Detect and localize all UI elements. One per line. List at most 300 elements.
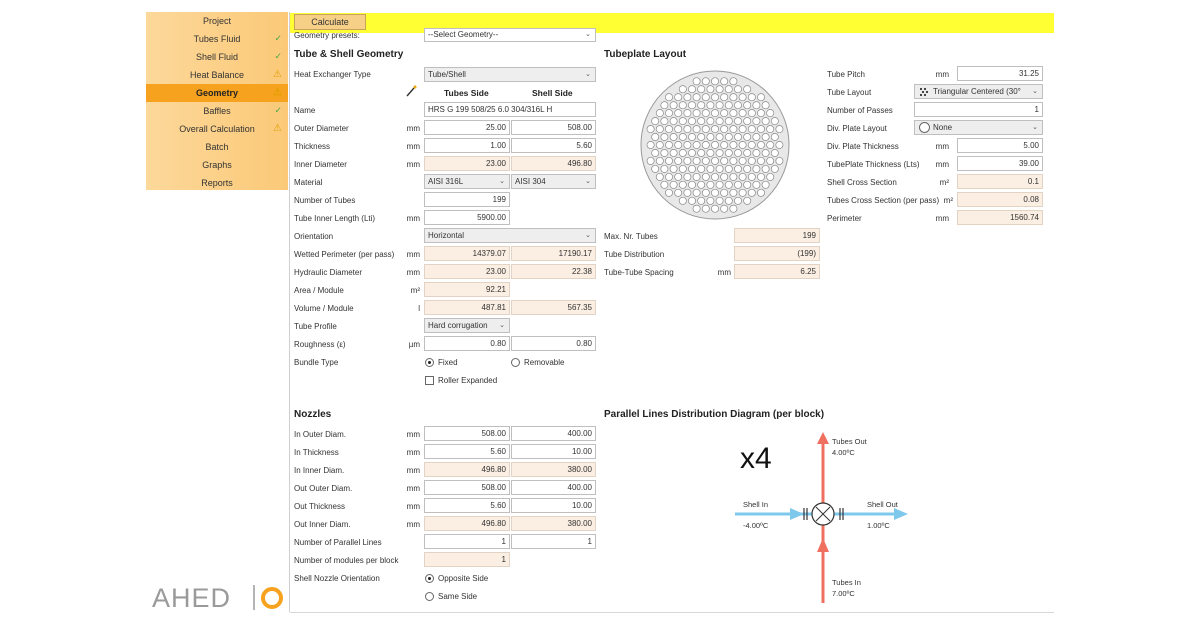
tube-inner-length-field[interactable]: 5900.00 (424, 210, 510, 225)
tube-hole (702, 110, 709, 117)
same-side-label: Same Side (438, 592, 478, 601)
tube-hole (721, 78, 728, 85)
bundle-fixed-radio[interactable] (425, 358, 434, 367)
tube-hole (753, 133, 760, 140)
sidebar-divider (289, 12, 290, 612)
calculate-button[interactable]: Calculate (294, 14, 366, 30)
tube-hole (665, 173, 672, 180)
tube-hole (725, 118, 732, 125)
tube-hole (725, 133, 732, 140)
inner-diameter-tube-field: 23.00 (424, 156, 510, 171)
number-of-passes-field[interactable]: 1 (914, 102, 1043, 117)
ahed-logo (152, 582, 292, 612)
in-inner-diam-label: In Inner Diam. (294, 466, 345, 475)
tube-hole (748, 141, 755, 148)
tube-hole (684, 141, 691, 148)
tube-hole (744, 149, 751, 156)
tube-hole (688, 86, 695, 93)
tube-hole (711, 189, 718, 196)
out-outer-diam-shell-field[interactable]: 400.00 (511, 480, 596, 495)
tube-hole (702, 173, 709, 180)
tube-hole (753, 149, 760, 156)
sidebar-nav (146, 12, 288, 190)
tube-hole (702, 126, 709, 133)
tubes-cross-section-field: 0.08 (957, 192, 1043, 207)
unit-label: mm (935, 160, 949, 169)
unit-label: mm (935, 214, 949, 223)
in-thickness-shell-field[interactable]: 10.00 (511, 444, 596, 459)
tube-hole (767, 157, 774, 164)
tube-hole (748, 126, 755, 133)
tube-distribution-field: (199) (734, 246, 820, 261)
material-tube-select[interactable] (424, 174, 510, 189)
tube-hole (698, 133, 705, 140)
max-nr-tubes-label: Max. Nr. Tubes (604, 232, 658, 241)
out-outer-diam-tube-field[interactable]: 508.00 (424, 480, 510, 495)
unit-label: mm (406, 142, 420, 151)
toolbar (290, 13, 1054, 33)
tube-hole (693, 78, 700, 85)
unit-label: mm (406, 160, 420, 169)
select-value: Horizontal (428, 231, 465, 240)
sidebar-item-overall-calculation[interactable] (146, 120, 288, 138)
parallel-lines-shell-field[interactable]: 1 (511, 534, 596, 549)
tube-hole (688, 102, 695, 109)
thickness-shell-field[interactable]: 5.60 (511, 138, 596, 153)
number-of-tubes-field[interactable]: 199 (424, 192, 510, 207)
in-outer-diam-label: In Outer Diam. (294, 430, 347, 439)
opposite-side-radio[interactable] (425, 574, 434, 583)
unit-label: µm (408, 340, 420, 349)
chevron-down-icon: ⌄ (585, 178, 591, 185)
tube-hole (698, 197, 705, 204)
tube-hole (721, 94, 728, 101)
tube-hole (776, 157, 783, 164)
sidebar-item-label: Baffles (203, 106, 231, 116)
tube-hole (661, 133, 668, 140)
shell-cross-section-field: 0.1 (957, 174, 1043, 189)
bundle-removable-label: Removable (524, 358, 565, 367)
tube-hole (716, 86, 723, 93)
unit-label: mm (406, 520, 420, 529)
tubeplate-thickness-field[interactable]: 39.00 (957, 156, 1043, 171)
unit-label: m² (410, 286, 420, 295)
tubes-in-temp: 7.00ºC (832, 589, 855, 598)
tube-hole (684, 173, 691, 180)
tube-hole (688, 149, 695, 156)
sidebar-item-label: Tubes Fluid (193, 34, 241, 44)
in-thickness-tube-field[interactable]: 5.60 (424, 444, 510, 459)
outer-diameter-shell-field[interactable]: 508.00 (511, 120, 596, 135)
sidebar-item-label: Overall Calculation (179, 124, 255, 134)
tube-hole (767, 126, 774, 133)
tube-hole (679, 86, 686, 93)
in-outer-diam-shell-field[interactable]: 400.00 (511, 426, 596, 441)
perimeter-field: 1560.74 (957, 210, 1043, 225)
tube-hole (665, 94, 672, 101)
tube-hole (707, 149, 714, 156)
out-thickness-label: Out Thickness (294, 502, 345, 511)
section-title-tubeplate: Tubeplate Layout (604, 49, 687, 60)
tube-hole (744, 133, 751, 140)
logo-text: AHED (152, 583, 232, 612)
tube-hole (679, 181, 686, 188)
modules-per-block-label: Number of modules per block (294, 556, 399, 565)
tube-hole (730, 126, 737, 133)
tube-hole (748, 110, 755, 117)
tube-hole (661, 181, 668, 188)
div-plate-layout-select[interactable] (914, 120, 1043, 135)
tube-hole (744, 118, 751, 125)
chevron-down-icon: ⌄ (1032, 124, 1038, 131)
tube-hole (665, 110, 672, 117)
heat-exchanger-type-select[interactable] (424, 67, 596, 82)
tube-hole (693, 189, 700, 196)
volume-module-label: Volume / Module (294, 304, 354, 313)
none-layout-icon (919, 122, 930, 133)
div-plate-layout-label: Div. Plate Layout (827, 124, 887, 133)
out-outer-diam-label: Out Outer Diam. (294, 484, 353, 493)
triangular-pattern-icon (919, 87, 929, 97)
tubes-out-temp: 4.00ºC (832, 448, 855, 457)
parallel-lines-tube-field[interactable]: 1 (424, 534, 510, 549)
shell-nozzle-orientation-label: Shell Nozzle Orientation (294, 574, 380, 583)
tube-hole (652, 133, 659, 140)
warning-icon: ⚠ (273, 123, 282, 134)
tube-hole (762, 165, 769, 172)
tube-hole (739, 157, 746, 164)
wetted-perimeter-label: Wetted Perimeter (per pass) (294, 250, 395, 259)
tube-hole (767, 173, 774, 180)
chevron-down-icon: ⌄ (585, 31, 591, 38)
parallel-lines-label: Number of Parallel Lines (294, 538, 382, 547)
material-shell-select[interactable] (511, 174, 596, 189)
same-side-radio[interactable] (425, 592, 434, 601)
tube-hole (730, 78, 737, 85)
out-thickness-shell-field[interactable]: 10.00 (511, 498, 596, 513)
tube-spacing-field: 6.25 (734, 264, 820, 279)
tube-hole (744, 86, 751, 93)
tube-hole (725, 149, 732, 156)
chevron-down-icon: ⌄ (499, 178, 505, 185)
bundle-removable-radio[interactable] (511, 358, 520, 367)
sidebar-item-project[interactable] (146, 12, 288, 30)
tube-layout-select[interactable] (914, 84, 1043, 99)
tube-hole (688, 181, 695, 188)
tube-pitch-field[interactable]: 31.25 (957, 66, 1043, 81)
shell-side-header: Shell Side (532, 88, 573, 98)
bundle-fixed-label: Fixed (438, 358, 458, 367)
tube-hole (753, 181, 760, 188)
tube-hole (776, 126, 783, 133)
tube-hole (748, 173, 755, 180)
tube-hole (748, 157, 755, 164)
tubeplate-drawing (638, 68, 792, 222)
tube-hole (762, 118, 769, 125)
tube-hole (730, 173, 737, 180)
tube-hole (702, 141, 709, 148)
heat-exchanger-type-label: Heat Exchanger Type (294, 70, 371, 79)
sidebar-item-graphs[interactable] (146, 156, 288, 174)
tube-hole (753, 102, 760, 109)
bottom-divider (290, 612, 1054, 613)
in-inner-diam-tube-field: 496.80 (424, 462, 510, 477)
tube-hole (707, 165, 714, 172)
tube-distribution-label: Tube Distribution (604, 250, 665, 259)
tube-layout-label: Tube Layout (827, 88, 872, 97)
tube-hole (762, 181, 769, 188)
tube-hole (757, 173, 764, 180)
thickness-tube-field[interactable]: 1.00 (424, 138, 510, 153)
sidebar-item-label: Geometry (195, 88, 239, 98)
geometry-presets-select[interactable] (424, 28, 596, 42)
tube-hole (730, 157, 737, 164)
tube-hole (675, 189, 682, 196)
tube-hole (652, 149, 659, 156)
tube-hole (762, 133, 769, 140)
tube-hole (716, 165, 723, 172)
tube-hole (744, 165, 751, 172)
tube-hole (707, 102, 714, 109)
tube-hole (734, 149, 741, 156)
sidebar-item-label: Shell Fluid (195, 52, 239, 62)
tube-hole (721, 189, 728, 196)
tube-hole (707, 181, 714, 188)
select-value: --Select Geometry-- (428, 30, 499, 39)
tube-hole (670, 133, 677, 140)
magic-wand-icon[interactable] (405, 84, 417, 98)
warning-icon: ⚠ (273, 87, 282, 98)
tube-hole (739, 110, 746, 117)
unit-label: mm (406, 268, 420, 277)
tube-hole (670, 165, 677, 172)
tube-profile-label: Tube Profile (294, 322, 337, 331)
tube-hole (688, 118, 695, 125)
unit-label: mm (935, 142, 949, 151)
div-plate-thickness-field[interactable]: 5.00 (957, 138, 1043, 153)
shell-out-label: Shell Out (867, 500, 898, 509)
tubes-out-arrow (817, 432, 829, 444)
chevron-down-icon: ⌄ (585, 232, 591, 239)
out-thickness-tube-field[interactable]: 5.60 (424, 498, 510, 513)
tube-hole (734, 86, 741, 93)
in-thickness-label: In Thickness (294, 448, 339, 457)
chevron-down-icon: ⌄ (499, 322, 505, 329)
tube-hole (721, 126, 728, 133)
chevron-down-icon: ⌄ (585, 71, 591, 78)
tube-profile-select[interactable] (424, 318, 510, 333)
tube-hole (711, 78, 718, 85)
div-plate-thickness-label: Div. Plate Thickness (827, 142, 899, 151)
unit-label: mm (406, 448, 420, 457)
tube-hole (716, 181, 723, 188)
chevron-down-icon: ⌄ (1032, 88, 1038, 95)
outer-diameter-label: Outer Diameter (294, 124, 349, 133)
tube-hole (734, 197, 741, 204)
tube-hole (665, 141, 672, 148)
tube-hole (734, 102, 741, 109)
tube-hole (693, 205, 700, 212)
shell-in-arrow (790, 508, 804, 520)
tube-hole (753, 165, 760, 172)
tube-hole (744, 181, 751, 188)
roughness-tube-field[interactable]: 0.80 (424, 336, 510, 351)
tube-hole (744, 197, 751, 204)
tube-hole (693, 126, 700, 133)
tube-pitch-label: Tube Pitch (827, 70, 865, 79)
warning-icon: ⚠ (273, 69, 282, 80)
select-value: AISI 304 (515, 177, 546, 186)
tube-hole (739, 189, 746, 196)
bundle-type-label: Bundle Type (294, 358, 339, 367)
tube-hole (675, 94, 682, 101)
sidebar-item-heat-balance[interactable] (146, 66, 288, 84)
tube-hole (748, 94, 755, 101)
tube-hole (707, 86, 714, 93)
tube-hole (675, 110, 682, 117)
tube-hole (757, 110, 764, 117)
parallel-multiplier: x4 (740, 442, 772, 475)
sidebar-item-tubes-fluid[interactable] (146, 30, 288, 48)
in-outer-diam-tube-field[interactable]: 508.00 (424, 426, 510, 441)
sidebar-item-label: Batch (205, 142, 229, 152)
roller-expanded-checkbox[interactable] (425, 376, 434, 385)
select-value: None (933, 123, 953, 132)
tubes-in-arrow (817, 538, 829, 552)
area-module-field: 92.21 (424, 282, 510, 297)
tube-hole (711, 110, 718, 117)
tube-hole (693, 110, 700, 117)
tube-hole (711, 94, 718, 101)
sidebar-item-geometry[interactable] (146, 84, 288, 102)
tube-hole (656, 126, 663, 133)
tube-hole (711, 173, 718, 180)
tube-hole (684, 157, 691, 164)
tube-hole (757, 157, 764, 164)
tube-hole (670, 181, 677, 188)
tube-hole (776, 141, 783, 148)
select-value: AISI 316L (428, 177, 464, 186)
tube-hole (675, 141, 682, 148)
tube-hole (693, 157, 700, 164)
sidebar-item-baffles[interactable] (146, 102, 288, 120)
shell-out-arrow (894, 508, 908, 520)
unit-label: m² (939, 178, 949, 187)
unit-label: mm (406, 502, 420, 511)
tube-hole (725, 181, 732, 188)
tube-hole (771, 118, 778, 125)
unit-label: m² (943, 196, 953, 205)
tube-hole (661, 118, 668, 125)
tube-hole (711, 141, 718, 148)
tube-hole (711, 157, 718, 164)
max-nr-tubes-field: 199 (734, 228, 820, 243)
out-inner-diam-shell-field: 380.00 (511, 516, 596, 531)
tube-hole (684, 189, 691, 196)
check-icon: ✓ (274, 33, 282, 43)
tube-hole (716, 102, 723, 109)
tube-hole (647, 157, 654, 164)
number-of-tubes-label: Number of Tubes (294, 196, 356, 205)
section-title-diagram: Parallel Lines Distribution Diagram (per block) (604, 409, 825, 420)
check-icon: ✓ (274, 51, 282, 61)
tube-hole (652, 118, 659, 125)
tube-hole (739, 94, 746, 101)
tube-hole (734, 118, 741, 125)
tube-inner-length-label: Tube Inner Length (Lti) (294, 214, 376, 223)
tube-hole (711, 205, 718, 212)
perimeter-label: Perimeter (827, 214, 862, 223)
tube-hole (665, 189, 672, 196)
tube-hole (730, 94, 737, 101)
tubes-cross-section-label: Tubes Cross Section (per pass) (827, 196, 940, 205)
sidebar-item-label: Graphs (202, 160, 232, 170)
tube-hole (734, 181, 741, 188)
parallel-lines-diagram (730, 428, 930, 608)
inner-diameter-label: Inner Diameter (294, 160, 347, 169)
area-module-label: Area / Module (294, 286, 344, 295)
tube-hole (725, 165, 732, 172)
tube-hole (730, 110, 737, 117)
roughness-label: Roughness (ε) (294, 340, 346, 349)
unit-label: mm (935, 70, 949, 79)
sidebar-item-batch[interactable] (146, 138, 288, 156)
tube-hole (734, 165, 741, 172)
sidebar-item-shell-fluid[interactable] (146, 48, 288, 66)
tube-hole (734, 133, 741, 140)
tube-hole (771, 165, 778, 172)
tube-hole (725, 86, 732, 93)
tube-hole (707, 197, 714, 204)
tube-hole (656, 157, 663, 164)
sidebar-item-reports[interactable] (146, 174, 288, 192)
tube-hole (693, 141, 700, 148)
out-inner-diam-label: Out Inner Diam. (294, 520, 351, 529)
tube-hole (656, 110, 663, 117)
tube-hole (725, 197, 732, 204)
roughness-shell-field[interactable]: 0.80 (511, 336, 596, 351)
shell-in-temp: -4.00ºC (743, 521, 769, 530)
tube-hole (702, 94, 709, 101)
sidebar-item-label: Reports (201, 178, 233, 188)
tube-hole (739, 173, 746, 180)
orientation-select[interactable] (424, 228, 596, 243)
tubeplate-thickness-label: TubePlate Thickness (Lts) (827, 160, 920, 169)
sidebar-item-label: Project (202, 16, 231, 26)
tube-hole (748, 189, 755, 196)
tube-hole (753, 118, 760, 125)
presets-label: Geometry presets: (294, 31, 360, 40)
name-field[interactable]: HRS G 199 508/25 6.0 304/316L H (424, 102, 596, 117)
tube-hole (656, 141, 663, 148)
sidebar-item-label: Heat Balance (189, 70, 245, 80)
out-inner-diam-tube-field: 496.80 (424, 516, 510, 531)
tubes-out-label: Tubes Out (832, 437, 867, 446)
roller-expanded-label: Roller Expanded (438, 376, 498, 385)
tube-hole (730, 205, 737, 212)
unit-label: mm (406, 250, 420, 259)
modules-per-block-field: 1 (424, 552, 510, 567)
unit-label: mm (406, 214, 420, 223)
unit-label: mm (406, 430, 420, 439)
tube-hole (647, 141, 654, 148)
tube-hole (757, 141, 764, 148)
tube-hole (661, 102, 668, 109)
select-value: Tube/Shell (428, 70, 466, 79)
inner-diameter-shell-field: 496.80 (511, 156, 596, 171)
tube-hole (771, 133, 778, 140)
outer-diameter-tube-field[interactable]: 25.00 (424, 120, 510, 135)
